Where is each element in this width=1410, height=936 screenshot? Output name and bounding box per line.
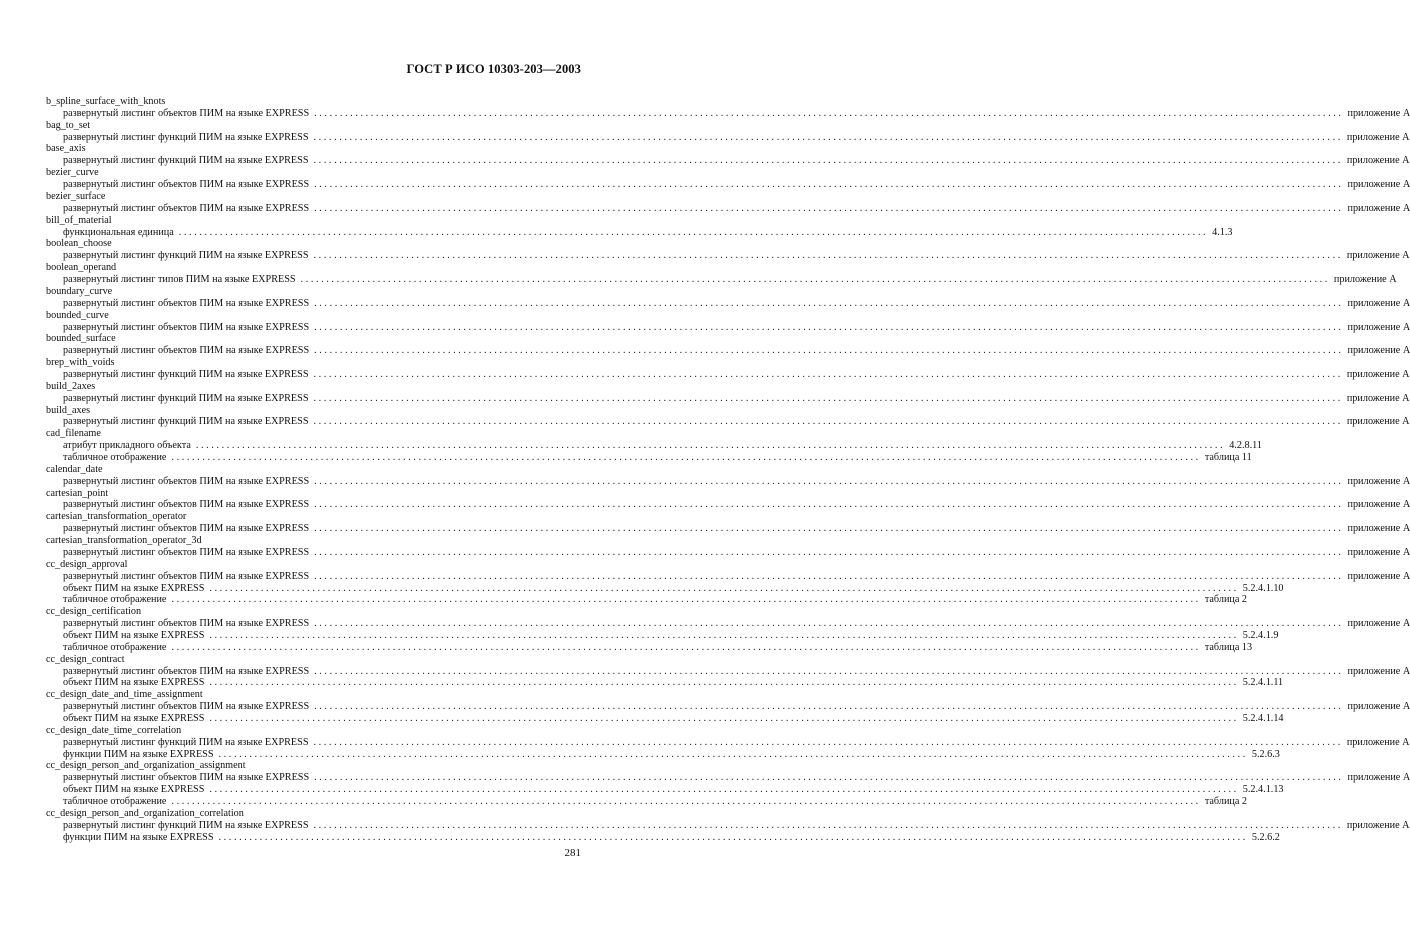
reference-label: развернутый листинг функций ПИМ на языке EXPRESS <box>63 155 309 167</box>
leader-dots: ........................................................................................................................................................................................................ <box>313 131 1343 143</box>
reference-label: развернутый листинг объектов ПИМ на языке EXPRESS <box>63 546 310 558</box>
reference-target: приложение А <box>1333 274 1397 286</box>
reference-label: развернутый листинг объектов ПИМ на языке EXPRESS <box>63 499 310 511</box>
reference-label: табличное отображение <box>63 452 167 464</box>
reference-target: приложение А <box>1346 368 1410 380</box>
index-term: bill_of_material <box>46 214 112 226</box>
leader-dots: ........................................................................................................................................................................................................ <box>314 665 1344 677</box>
index-reference-row <box>46 795 1248 808</box>
reference-target: 5.2.4.1.11 <box>1242 677 1284 689</box>
reference-target: приложение А <box>1347 107 1410 119</box>
reference-target: приложение А <box>1347 570 1410 582</box>
index-term: bounded_curve <box>46 309 109 321</box>
leader-dots: ........................................................................................................................................................................................................ <box>209 784 1239 796</box>
reference-label: атрибут прикладного объекта <box>63 440 191 452</box>
reference-label: развернутый листинг объектов ПИМ на языке EXPRESS <box>63 297 310 309</box>
index-term: boolean_operand <box>46 262 117 274</box>
index-term: cc_design_person_and_organization_assignment <box>46 760 246 772</box>
index-reference-row <box>46 179 1410 191</box>
leader-dots: ........................................................................................................................................................................................................ <box>314 701 1344 713</box>
reference-target: 5.2.6.2 <box>1251 831 1280 843</box>
reference-target: приложение А <box>1347 665 1410 677</box>
index-reference-row <box>46 641 1253 654</box>
reference-target: приложение А <box>1346 416 1410 428</box>
reference-target: приложение А <box>1347 297 1410 309</box>
leader-dots: ........................................................................................................................................................................................................ <box>314 618 1344 630</box>
index-reference-row <box>46 274 1397 286</box>
leader-dots: ........................................................................................................................................................................................................ <box>209 629 1239 641</box>
leader-dots: ........................................................................................................................................................................................................ <box>313 250 1343 262</box>
index-reference-row <box>46 202 1410 215</box>
reference-label: развернутый листинг объектов ПИМ на языке EXPRESS <box>63 618 310 630</box>
reference-label: развернутый листинг объектов ПИМ на языке EXPRESS <box>63 179 310 191</box>
reference-target: таблица 2 <box>1204 594 1248 606</box>
index-reference-row <box>46 368 1410 381</box>
reference-label: развернутый листинг объектов ПИМ на языке EXPRESS <box>63 107 310 119</box>
reference-label: развернутый листинг объектов ПИМ на языке EXPRESS <box>63 665 310 677</box>
index-term: cartesian_transformation_operator <box>46 511 187 523</box>
leader-dots: ........................................................................................................................................................................................................ <box>314 772 1344 784</box>
reference-target: 5.2.4.1.10 <box>1242 582 1284 594</box>
reference-label: объект ПИМ на языке EXPRESS <box>63 784 205 796</box>
index-term: cc_design_date_time_correlation <box>46 724 182 736</box>
leader-dots: ........................................................................................................................................................................................................ <box>314 321 1344 333</box>
reference-label: табличное отображение <box>63 795 167 807</box>
reference-target: приложение А <box>1347 499 1410 511</box>
index-reference-row <box>46 392 1410 405</box>
leader-dots: ........................................................................................................................................................................................................ <box>171 795 1201 807</box>
reference-label: табличное отображение <box>63 594 167 606</box>
leader-dots: ........................................................................................................................................................................................................ <box>314 499 1344 511</box>
page-number: 281 <box>564 847 581 859</box>
reference-label: объект ПИМ на языке EXPRESS <box>63 677 205 689</box>
reference-target: 4.2.8.11 <box>1229 440 1262 452</box>
reference-target: приложение А <box>1347 523 1410 535</box>
index-term: cc_design_approval <box>46 558 128 570</box>
index-term: build_axes <box>46 404 91 416</box>
index-reference-row <box>46 155 1410 167</box>
index-reference-row <box>46 784 1284 796</box>
reference-label: развернутый листинг объектов ПИМ на языке EXPRESS <box>63 475 310 487</box>
reference-label: развернутый листинг объектов ПИМ на языке EXPRESS <box>63 772 310 784</box>
index-reference-row <box>46 712 1284 725</box>
index-reference-row <box>46 345 1410 357</box>
reference-label: табличное отображение <box>63 641 167 653</box>
leader-dots: ........................................................................................................................................................................................................ <box>313 392 1343 404</box>
index-reference-row <box>46 677 1284 689</box>
index-reference-row <box>46 618 1410 630</box>
index-reference-row <box>46 297 1410 310</box>
leader-dots: ........................................................................................................................................................................................................ <box>300 274 1330 286</box>
index-term: bezier_surface <box>46 190 106 202</box>
index-term: cc_design_certification <box>46 606 142 618</box>
leader-dots: ........................................................................................................................................................................................................ <box>314 297 1344 309</box>
leader-dots: ........................................................................................................................................................................................................ <box>218 831 1248 843</box>
index-term: bounded_surface <box>46 333 116 345</box>
document-header: ГОСТ Р ИСО 10303-203—2003 <box>406 62 581 76</box>
index-reference-row <box>46 772 1410 784</box>
reference-label: развернутый листинг функций ПИМ на языке EXPRESS <box>63 131 309 143</box>
index-term: brep_with_voids <box>46 357 115 369</box>
index-reference-row <box>46 819 1410 832</box>
reference-target: приложение А <box>1347 345 1410 357</box>
reference-target: приложение А <box>1347 701 1410 713</box>
index-reference-row <box>46 131 1410 144</box>
reference-label: развернутый листинг функций ПИМ на языке EXPRESS <box>63 819 309 831</box>
leader-dots: ........................................................................................................................................................................................................ <box>313 368 1343 380</box>
index-reference-row <box>46 594 1248 606</box>
index-reference-row <box>46 416 1410 428</box>
reference-label: объект ПИМ на языке EXPRESS <box>63 712 205 724</box>
reference-label: развернутый листинг функций ПИМ на языке EXPRESS <box>63 368 309 380</box>
index-reference-row <box>46 831 1280 844</box>
reference-label: развернутый листинг объектов ПИМ на языке EXPRESS <box>63 570 310 582</box>
leader-dots: ........................................................................................................................................................................................................ <box>313 416 1343 428</box>
leader-dots: ........................................................................................................................................................................................................ <box>313 819 1343 831</box>
reference-label: функции ПИМ на языке EXPRESS <box>63 748 214 760</box>
reference-label: функции ПИМ на языке EXPRESS <box>63 831 214 843</box>
index-reference-row <box>46 107 1410 120</box>
index-term: cc_design_contract <box>46 653 125 665</box>
index-reference-row <box>46 452 1252 464</box>
index-reference-row <box>46 523 1410 535</box>
index-reference-row <box>46 570 1410 583</box>
leader-dots: ........................................................................................................................................................................................................ <box>314 570 1344 582</box>
index-term: calendar_date <box>46 463 103 475</box>
leader-dots: ........................................................................................................................................................................................................ <box>195 440 1226 452</box>
index-term: cc_design_date_and_time_assignment <box>46 689 203 701</box>
index-term: bag_to_set <box>46 119 91 131</box>
reference-label: развернутый листинг функций ПИМ на языке EXPRESS <box>63 392 309 404</box>
reference-target: 5.2.4.1.13 <box>1242 784 1284 796</box>
reference-label: развернутый листинг объектов ПИМ на языке EXPRESS <box>63 523 310 535</box>
index-reference-row <box>46 499 1410 511</box>
index-reference-row <box>46 629 1279 642</box>
reference-label: развернутый листинг функций ПИМ на языке EXPRESS <box>63 416 309 428</box>
index-reference-row <box>46 250 1410 262</box>
index-term: base_axis <box>46 143 86 155</box>
leader-dots: ........................................................................................................................................................................................................ <box>171 452 1201 464</box>
reference-target: 5.2.4.1.9 <box>1242 629 1279 641</box>
index-reference-row <box>46 475 1410 488</box>
index-term: boundary_curve <box>46 285 113 297</box>
reference-target: приложение А <box>1347 546 1410 558</box>
reference-target: приложение А <box>1347 321 1410 333</box>
reference-label: развернутый листинг функций ПИМ на языке EXPRESS <box>63 250 309 262</box>
index-reference-row <box>46 440 1262 452</box>
leader-dots: ........................................................................................................................................................................................................ <box>314 202 1344 214</box>
reference-label: развернутый листинг объектов ПИМ на языке EXPRESS <box>63 701 310 713</box>
reference-label: функциональная единица <box>63 226 174 238</box>
reference-label: объект ПИМ на языке EXPRESS <box>63 582 205 594</box>
reference-target: приложение А <box>1347 202 1410 214</box>
index-reference-row <box>46 546 1410 559</box>
index-term: cc_design_person_and_organization_correlation <box>46 807 244 819</box>
reference-target: приложение А <box>1347 772 1410 784</box>
index-reference-row <box>46 701 1410 713</box>
leader-dots: ........................................................................................................................................................................................................ <box>314 345 1344 357</box>
reference-target: 5.2.6.3 <box>1251 748 1280 760</box>
leader-dots: ........................................................................................................................................................................................................ <box>314 107 1344 119</box>
index-reference-row <box>46 226 1233 239</box>
reference-label: развернутый листинг объектов ПИМ на языке EXPRESS <box>63 321 310 333</box>
index-term: cartesian_point <box>46 487 109 499</box>
leader-dots: ........................................................................................................................................................................................................ <box>209 582 1239 594</box>
reference-label: развернутый листинг типов ПИМ на языке EXPRESS <box>63 274 296 286</box>
leader-dots: ........................................................................................................................................................................................................ <box>313 155 1343 167</box>
index-term: build_2axes <box>46 380 96 392</box>
index-reference-row <box>46 748 1280 761</box>
reference-target: таблица 13 <box>1204 641 1253 653</box>
leader-dots: ........................................................................................................................................................................................................ <box>314 546 1344 558</box>
leader-dots: ........................................................................................................................................................................................................ <box>171 641 1201 653</box>
leader-dots: ........................................................................................................................................................................................................ <box>171 594 1201 606</box>
reference-label: развернутый листинг функций ПИМ на языке EXPRESS <box>63 736 309 748</box>
reference-target: приложение А <box>1346 736 1410 748</box>
index-term: bezier_curve <box>46 167 99 179</box>
reference-label: развернутый листинг объектов ПИМ на языке EXPRESS <box>63 345 310 357</box>
leader-dots: ........................................................................................................................................................................................................ <box>209 712 1239 724</box>
leader-dots: ........................................................................................................................................................................................................ <box>178 226 1209 238</box>
reference-target: приложение А <box>1347 179 1410 191</box>
index-reference-row <box>46 321 1410 334</box>
leader-dots: ........................................................................................................................................................................................................ <box>314 523 1344 535</box>
index-term: boolean_choose <box>46 238 112 250</box>
leader-dots: ........................................................................................................................................................................................................ <box>218 748 1248 760</box>
reference-target: приложение А <box>1346 819 1410 831</box>
reference-target: таблица 2 <box>1204 795 1248 807</box>
reference-target: 4.1.3 <box>1212 226 1233 238</box>
leader-dots: ........................................................................................................................................................................................................ <box>209 677 1239 689</box>
reference-target: приложение А <box>1346 131 1410 143</box>
leader-dots: ........................................................................................................................................................................................................ <box>313 736 1343 748</box>
reference-target: приложение А <box>1346 250 1410 262</box>
index-term: cad_filename <box>46 428 101 440</box>
index-reference-row <box>46 736 1410 749</box>
index-reference-row <box>46 665 1410 678</box>
reference-target: приложение А <box>1347 475 1410 487</box>
reference-label: развернутый листинг объектов ПИМ на языке EXPRESS <box>63 202 310 214</box>
reference-target: приложение А <box>1347 618 1410 630</box>
reference-target: таблица 11 <box>1204 452 1252 464</box>
index-reference-row <box>46 582 1284 595</box>
index-term: cartesian_transformation_operator_3d <box>46 535 202 547</box>
reference-target: 5.2.4.1.14 <box>1242 712 1284 724</box>
reference-label: объект ПИМ на языке EXPRESS <box>63 629 205 641</box>
reference-target: приложение А <box>1346 155 1410 167</box>
subject-index <box>46 96 1410 843</box>
leader-dots: ........................................................................................................................................................................................................ <box>314 179 1344 191</box>
reference-target: приложение А <box>1346 392 1410 404</box>
leader-dots: ........................................................................................................................................................................................................ <box>314 475 1344 487</box>
index-term: b_spline_surface_with_knots <box>46 96 166 107</box>
